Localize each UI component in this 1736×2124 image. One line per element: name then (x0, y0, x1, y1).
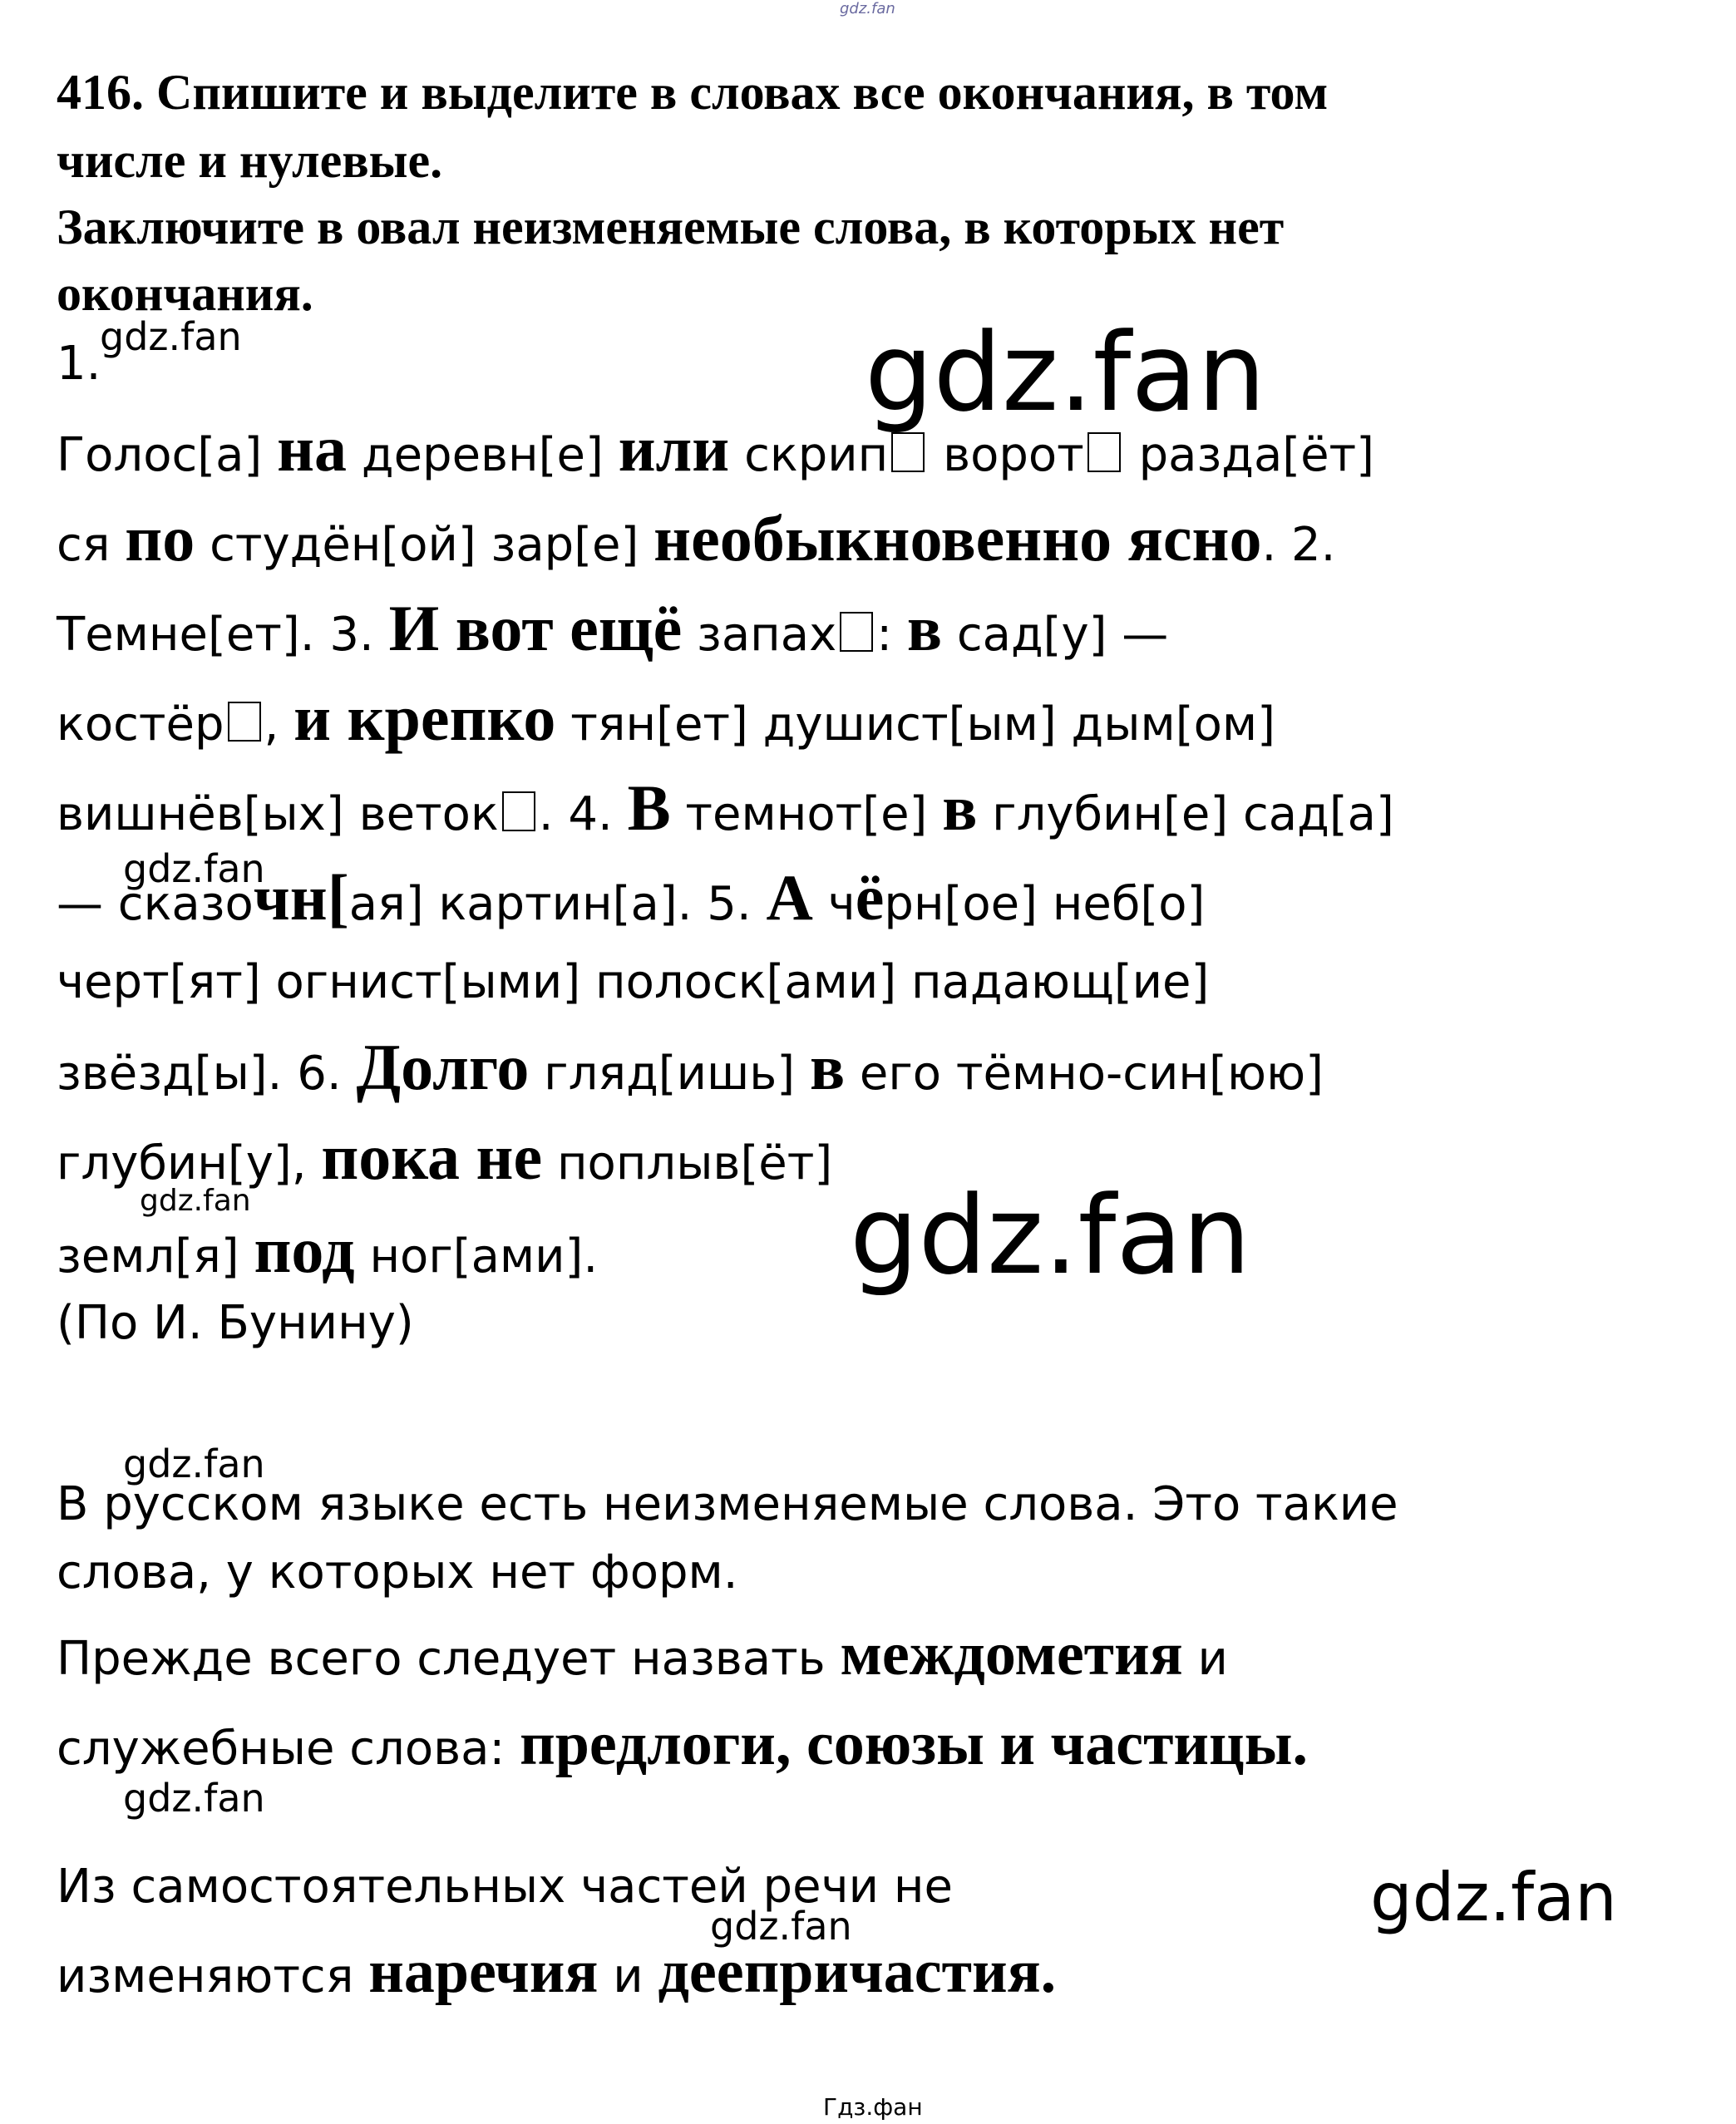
word: студён[ой] зар[е] (210, 518, 639, 572)
exercise-line-8 (57, 1031, 1324, 1107)
theory-line-6 (57, 1939, 1056, 2010)
bold-word: в (942, 771, 978, 844)
watermark: gdz.fan (710, 1904, 852, 1949)
word: звёзд[ы]. 6. (57, 1047, 342, 1101)
theory-line-3 (57, 1621, 1228, 1693)
task-line-2: числе и нулевые. (57, 133, 443, 188)
bold-word: И вот ещё (388, 592, 683, 664)
word: ч (827, 877, 856, 931)
watermark: gdz.fan (865, 309, 1266, 436)
word: темнот[е] (685, 787, 928, 841)
word: . 4. (538, 787, 613, 841)
word: тян[ет] душист[ым] дым[ом] (570, 697, 1275, 752)
word: запах (697, 608, 837, 662)
watermark: gdz.fan (100, 314, 242, 359)
word: ворот (943, 428, 1084, 482)
word: Темне[ет]. 3. (57, 608, 374, 662)
word: ног[ами]. (369, 1230, 599, 1284)
word: вишнёв[ых] веток (57, 787, 499, 841)
word: деревн[е] (361, 428, 604, 482)
word: сад[у] — (956, 608, 1169, 662)
task-line-4: окончания. (57, 266, 313, 321)
theory-line-5: Из самостоятельных частей речи не (57, 1860, 953, 1914)
bold-word: Долго (356, 1031, 530, 1103)
word: Голос[а] (57, 428, 263, 482)
bold-word: междометия (840, 1620, 1183, 1688)
sentence-number-1: 1. (57, 337, 101, 391)
word: земл[я] (57, 1230, 239, 1284)
word: ая] картин[а]. 5. (348, 877, 752, 931)
exercise-line-10 (57, 1214, 599, 1290)
source-attribution: (По И. Бунину) (57, 1296, 414, 1350)
watermark: gdz.fan (140, 1184, 251, 1218)
watermark: gdz.fan (123, 1441, 265, 1486)
word: гляд[ишь] (544, 1047, 796, 1101)
bold-word: под (254, 1214, 355, 1286)
zero-ending-box (891, 432, 925, 472)
theory-line-2: слова, у которых нет форм. (57, 1545, 738, 1599)
word: поплыв[ёт] (556, 1136, 833, 1190)
task-line-3: Заключите в овал неизменяемые слова, в которых нет (57, 200, 1285, 254)
word: . 2. (1261, 518, 1336, 572)
bold-word: по (125, 502, 195, 574)
word: , (264, 697, 279, 752)
bold-word: деепричастия. (658, 1938, 1057, 2006)
bold-word: на (277, 412, 348, 485)
word: костёр (57, 697, 224, 752)
word: рн[ое] неб[о] (884, 877, 1206, 931)
footer-watermark: Гдз.фан (823, 2093, 923, 2121)
bold-word: В (627, 771, 671, 844)
bold-word: необыкновенно ясно (653, 502, 1262, 574)
zero-ending-box (228, 702, 261, 742)
watermark: gdz.fan (1370, 1859, 1617, 1936)
word: его тёмно-син[юю] (859, 1047, 1324, 1101)
word: глубин[у], (57, 1136, 307, 1190)
watermark: gdz.fan (123, 1776, 265, 1821)
word: ся (57, 518, 111, 572)
bold-word: А (766, 861, 813, 934)
exercise-line-5 (57, 771, 1394, 848)
exercise-line-4 (57, 682, 1275, 758)
bold-word: и крепко (293, 682, 556, 754)
word: и (613, 1949, 644, 2003)
word: Прежде всего следует назвать (57, 1632, 826, 1686)
exercise-line-3 (57, 592, 1169, 668)
bold-word: наречия (368, 1938, 599, 2006)
zero-ending-box (1087, 432, 1121, 472)
word: скрип (744, 428, 889, 482)
zero-ending-box (840, 612, 873, 652)
theory-line-4 (57, 1711, 1308, 1782)
word: разда[ёт] (1138, 428, 1375, 482)
bold-letter: ё (855, 861, 885, 934)
word: глубин[е] сад[а] (992, 787, 1394, 841)
top-watermark: gdz.fan (840, 0, 895, 17)
word: изменяются (57, 1949, 354, 2003)
zero-ending-box (502, 791, 535, 831)
word: служебные слова: (57, 1722, 506, 1776)
exercise-line-7: черт[ят] огнист[ыми] полоск[ами] падающ[ие] (57, 955, 1210, 1009)
watermark: gdz.fan (850, 1172, 1251, 1299)
bold-word: чн[ (253, 861, 349, 934)
bold-word: пока не (321, 1121, 543, 1193)
bold-word: или (618, 412, 730, 485)
theory-line-1: В русском языке есть неизменяемые слова. Это такие (57, 1477, 1398, 1531)
exercise-line-2 (57, 502, 1336, 579)
word: и (1197, 1632, 1228, 1686)
word: — сказо (57, 877, 254, 931)
watermark: gdz.fan (123, 846, 265, 891)
bold-word: предлоги, союзы и частицы. (520, 1710, 1308, 1778)
bold-word: в (809, 1031, 846, 1103)
task-line-1: 416. Спишите и выделите в словах все окончания, в том (57, 65, 1329, 120)
bold-word: в (906, 592, 943, 664)
word: : (876, 608, 893, 662)
